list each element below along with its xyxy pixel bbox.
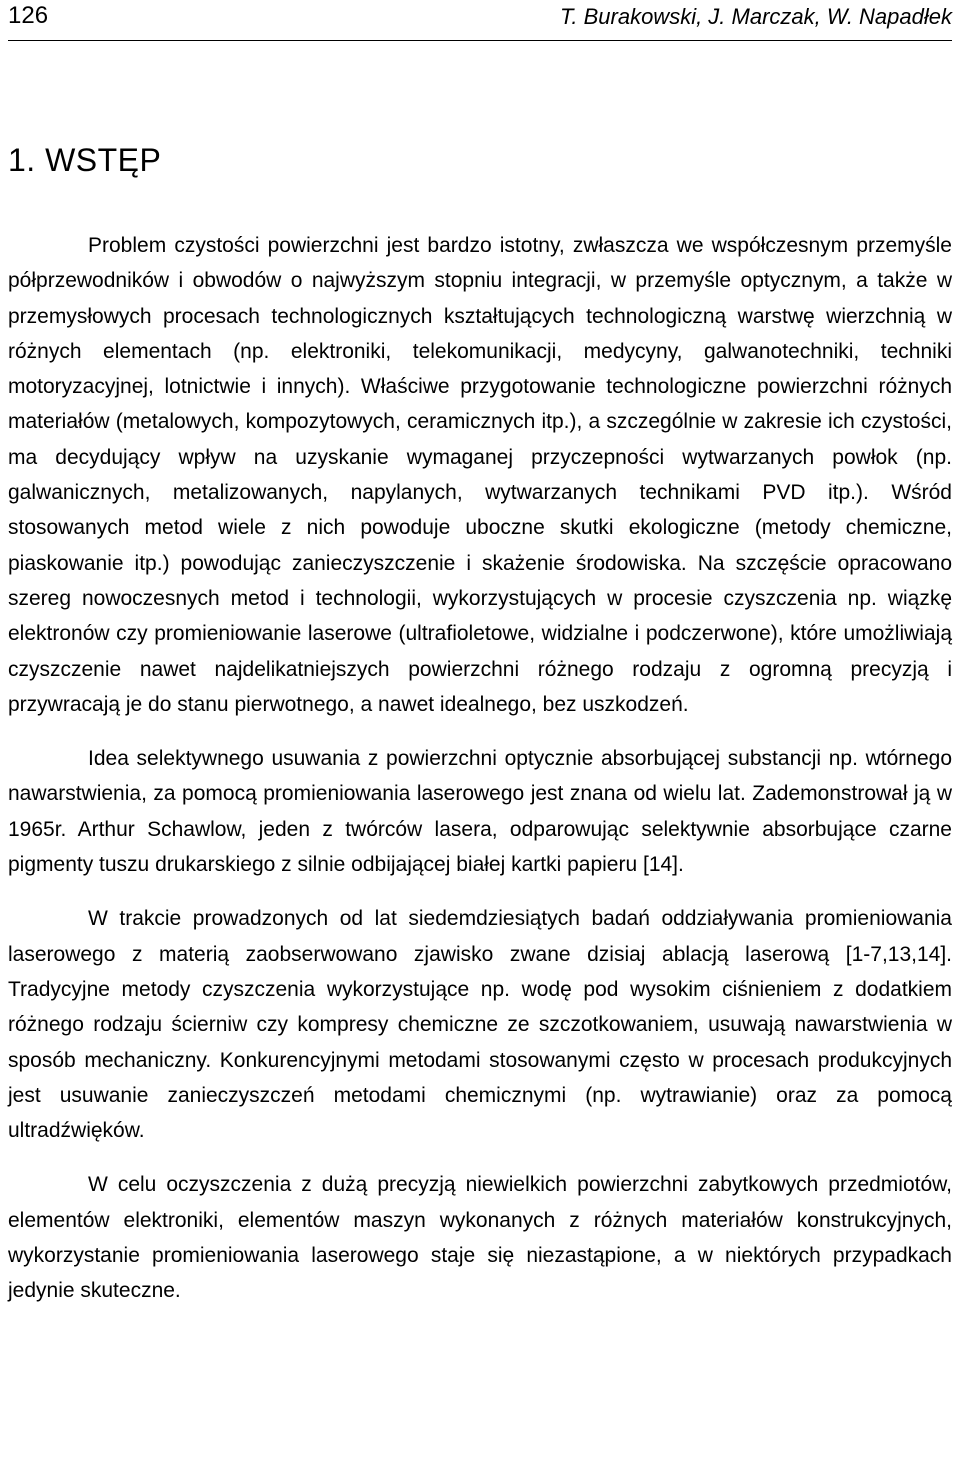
section-heading: 1. WSTĘP [8,142,162,178]
body-text [8,228,952,1328]
page-number: 126 [8,2,49,29]
running-head-authors: T. Burakowski, J. Marczak, W. Napadłek [559,4,952,29]
paragraph-4: W celu oczyszczenia z dużą precyzją niewielkich powierzchni zabytkowych przedmiotów, elementów elektroniki, elementów maszyn wykonanych z różnych materiałów konstrukcyjnych, wykorzystanie promieniowania laserowego staje się niezastąpione, a w niektórych przypadkach jedynie skuteczne. [8,1173,952,1303]
paragraph-1: Problem czystości powierzchni jest bardzo istotny, zwłaszcza we współczesnym przemyśle półprzewodników i obwodów o najwyższym stopniu integracji, w przemyśle optycznym, a także w przemysłowych procesach technologicznych kształtujących technologiczną warstwę wierzchnią w różnych elementach (np. elektroniki, telekomunikacji, medycyny, galwanotechniki, techniki motoryzacyjnej, lotnictwie i innych). Właściwe przygotowanie technologiczne powierzchni różnych materiałów (metalowych, kompozytowych, ceramicznych itp.), a szczególnie w zakresie ich czystości, ma decydujący wpływ na uzyskanie wymaganej przyczepności wytwarzanych powłok (np. galwanicznych, metalizowanych, napylanych, wytwarzanych technikami PVD itp.). Wśród stosowanych metod wiele z nich powoduje uboczne skutki ekologiczne (metody chemiczne, piaskowanie itp.) powodując zanieczyszczenie i skażenie środowiska. Na szczęście opracowano szereg nowoczesnych metod i technologii, wykorzystujących w procesie czyszczenia np. wiązkę elektronów czy promieniowanie laserowe (ultrafioletowe, widzialne i podczerwone), które umożliwiają czyszczenie nawet najdelikatniejszych powierzchni różnego rodzaju z ogromną precyzją i przywracają je do stanu pierwotnego, a nawet idealnego, bez uszkodzeń. [8,234,952,716]
page-header [8,0,952,41]
paragraph-2: Idea selektywnego usuwania z powierzchni optycznie absorbującej substancji np. wtórnego nawarstwienia, za pomocą promieniowania laserowego jest znana od wielu lat. Zademonstrował ją w 1965r. Arthur Schawlow, jeden z twórców lasera, odparowując selektywnie absorbujące czarne pigmenty tuszu drukarskiego z silnie odbijającej białej kartki papieru [14]. [8,747,952,877]
paragraph-3: W trakcie prowadzonych od lat siedemdziesiątych badań oddziaływania promieniowania laserowego z materią zaobserwowano zjawisko zwane dzisiaj ablacją laserową [1-7,13,14]. Tradycyjne metody czyszczenia wykorzystujące np. wodę pod wysokim ciśnieniem z dodatkiem różnego rodzaju ścierniw czy kompresy chemiczne ze szczotkowaniem, usuwają nawarstwienia w sposób mechaniczny. Konkurencyjnymi metodami stosowanymi często w procesach produkcyjnych jest usuwanie zanieczyszczeń metodami chemicznymi (np. wytrawianie) oraz za pomocą ultradźwięków. [8,907,952,1143]
